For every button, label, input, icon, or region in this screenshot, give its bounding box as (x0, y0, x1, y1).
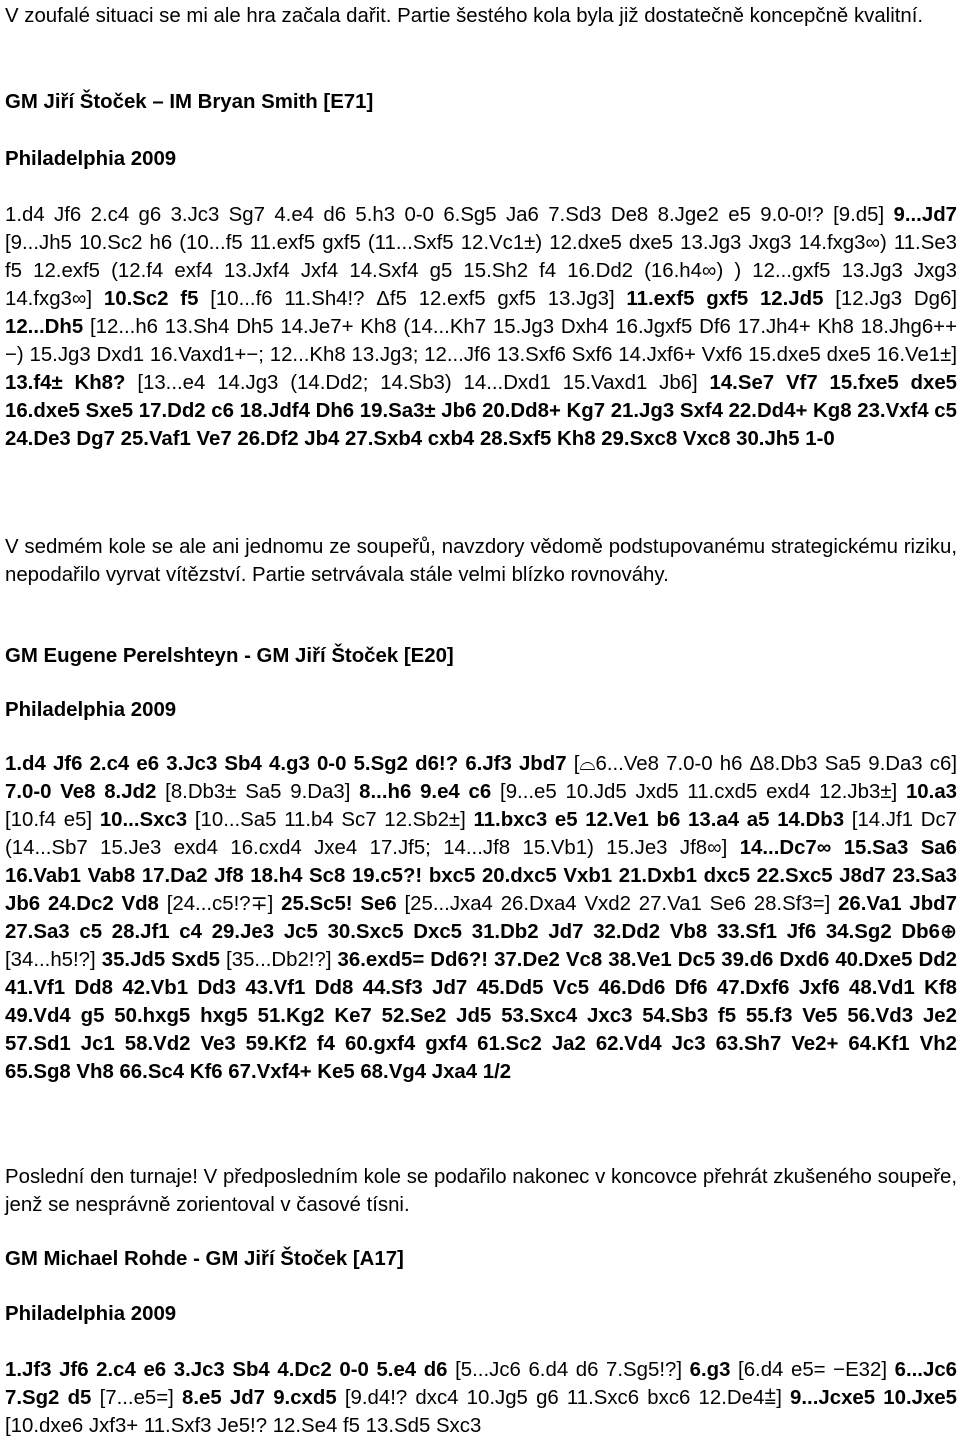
main-line-moves: 26.Va1 Jbd7 27.Sa3 c5 28.Jf1 c4 29.Je3 Jc5 30.Sxc5 Dxc5 31.Db2 Jd7 32.Dd2 Vb8 33.Sf1 Jf6 34.Sg2 Db6⊕ (5, 893, 957, 943)
variation-annotation: [10.dxe6 Jxf3+ 11.Sxf3 Je5!? 12.Se4 f5 13.Sd5 Sxc3 (5, 1415, 482, 1437)
main-line-moves: 25.Sc5! Se6 (281, 893, 397, 915)
game2-moves (5, 750, 957, 1086)
variation-annotation: [9...Jh5 10.Sc2 h6 (10...f5 11.exf5 gxf5 (11...Sxf5 12.Vc1±) 12.dxe5 dxe5 13.Jg3 Jxg3 14.fxg3∞) 11.Se3 f5 12.exf5 (12.f4 exf4 13.Jxf4 Jxf4 14.Sxf4 g5 15.Sh2 f4 16.Dd2 (16.h4∞) ) 12...gxf5 13.Jg3 Jxg3 14.fxg3∞] (5, 232, 957, 310)
main-line-moves: 12...Dh5 (5, 316, 84, 338)
variation-annotation: [12...h6 13.Sh4 Dh5 14.Je7+ Kh8 (14...Kh7 15.Jg3 Dxh4 16.Jgxf5 Df6 17.Jh4+ Kh8 18.Jhg6++−) 15.Jg3 Dxd1 16.Vaxd1+−; 12...Kh8 13.Jg3; 12...Jf6 13.Sxf6 Sxf6 14.Jxf6+ Vxf6 15.dxe5 dxe5 16.Ve1±] (5, 316, 957, 366)
main-line-moves: 9...Jcxe5 10.Jxe5 (790, 1387, 957, 1409)
variation-annotation: [7...e5=] (91, 1387, 183, 1409)
variation-annotation: [10...f6 11.Sh4!? Δf5 12.exf5 gxf5 13.Jg3] (198, 288, 627, 310)
main-line-moves: 10...Sxc3 (99, 809, 188, 831)
main-line-moves: 11.exf5 gxf5 12.Jd5 (626, 288, 824, 310)
game3-event: Philadelphia 2009 (5, 1303, 177, 1325)
main-line-moves: 11.bxc3 e5 12.Ve1 b6 13.a4 a5 14.Db3 (473, 809, 845, 831)
variation-annotation: [5...Jc6 6.d4 d6 7.Sg5!?] (447, 1359, 690, 1381)
main-line-moves: 14.Se7 Vf7 15.fxe5 dxe5 16.dxe5 Sxe5 17.Dd2 c6 18.Jdf4 Dh6 19.Sa3± Jb6 20.Dd8+ Kg7 21.Jg3 Sxf4 22.Dd4+ Kg8 23.Vxf4 c5 24.De3 Dg7 25.Vaf1 Ve7 26.Df2 Jb4 27.Sxb4 cxb4 28.Sxf5 Kh8 29.Sxc8 Vxc8 30.Jh5 1-0 (5, 372, 957, 450)
variation-annotation: [10.f4 e5] (5, 809, 100, 831)
variation-annotation: [24...c5!?∓] (158, 893, 282, 915)
game2-event: Philadelphia 2009 (5, 699, 177, 721)
game3-moves (5, 1356, 957, 1440)
variation-annotation: [10...Sa5 11.b4 Sc7 12.Sb2±] (187, 809, 474, 831)
game1-event: Philadelphia 2009 (5, 148, 177, 170)
variation-annotation: [35...Db2!?] (220, 949, 338, 971)
main-line-moves: 10.a3 (905, 781, 957, 803)
main-line-moves: 1.Jf3 Jf6 2.c4 e6 3.Jc3 Sb4 4.Dc2 0-0 5.e4 d6 (5, 1359, 448, 1381)
paragraph-last-day: Poslední den turnaje! V předposledním kole se podařilo nakonec v koncovce přehrát zkušeného soupeře, jenž se nesprávně zorientoval v časové tísni. (5, 1166, 957, 1216)
variation-annotation: 1.d4 Jf6 2.c4 g6 3.Jc3 Sg7 4.e4 d6 5.h3 0-0 6.Sg5 Ja6 7.Sd3 De8 8.Jge2 e5 9.0-0!? [9.d5] (5, 204, 894, 226)
main-line-moves: 10.Sc2 f5 (103, 288, 199, 310)
variation-annotation: [12.Jg3 Dg6] (823, 288, 957, 310)
game2-title: GM Eugene Perelshteyn - GM Jiří Štoček [E20] (5, 645, 454, 667)
game1-moves (5, 201, 957, 453)
game3-title: GM Michael Rohde - GM Jiří Štoček [A17] (5, 1248, 404, 1270)
variation-annotation: [8.Db3± Sa5 9.Da3] (156, 781, 360, 803)
main-line-moves: 8.e5 Jd7 9.cxd5 (182, 1387, 337, 1409)
game1-title: GM Jiří Štoček – IM Bryan Smith [E71] (5, 91, 374, 113)
intro-paragraph: V zoufalé situaci se mi ale hra začala dařit. Partie šestého kola byla již dostatečně koncepčně kvalitní. (5, 5, 924, 27)
main-line-moves: 6.g3 (689, 1359, 731, 1381)
variation-annotation: [⌓6...Ve8 7.0-0 h6 Δ8.Db3 Sa5 9.Da3 c6] (566, 753, 957, 775)
paragraph-round-seven: V sedmém kole se ale ani jednomu ze soupeřů, navzdory vědomě podstupovanému strategickému riziku, nepodařilo vyrvat vítězství. Partie setrvávala stále velmi blízko rovnováhy. (5, 536, 957, 586)
main-line-moves: 1.d4 Jf6 2.c4 e6 3.Jc3 Sb4 4.g3 0-0 5.Sg2 d6!? 6.Jf3 Jbd7 (5, 753, 567, 775)
main-line-moves: 36.exd5= Dd6?! 37.De2 Vc8 38.Ve1 Dc5 39.d6 Dxd6 40.Dxe5 Dd2 41.Vf1 Dd8 42.Vb1 Dd3 43.Vf1 Dd8 44.Sf3 Jd7 45.Dd5 Vc5 46.Dd6 Df6 47.Dxf6 Jxf6 48.Vd1 Kf8 49.Vd4 g5 50.hxg5 hxg5 51.Kg2 Ke7 52.Se2 Jd5 53.Sxc4 Jxc3 54.Sb3 f5 55.f3 Ve5 56.Vd3 Je2 57.Sd1 Jc1 58.Vd2 Ve3 59.Kf2 f4 60.gxf4 gxf4 61.Sc2 Ja2 62.Vd4 Jc3 63.Sh7 Ve2+ 64.Kf1 Vh2 65.Sg8 Vh8 66.Sc4 Kf6 67.Vxf4+ Ke5 68.Vg4 Jxa4 1/2 (5, 949, 958, 1083)
variation-annotation: [6.d4 e5= −E32] (730, 1359, 895, 1381)
variation-annotation: [34...h5!?] (5, 949, 102, 971)
variation-annotation: [9.d4!? dxc4 10.Jg5 g6 11.Sxc6 bxc6 12.De4⩲] (336, 1387, 791, 1409)
variation-annotation: [25...Jxa4 26.Dxa4 Vxd2 27.Va1 Se6 28.Sf3=] (396, 893, 839, 915)
main-line-moves: 35.Jd5 Sxd5 (101, 949, 221, 971)
main-line-moves: 9...Jd7 (893, 204, 957, 226)
main-line-moves: 8...h6 9.e4 c6 (359, 781, 492, 803)
variation-annotation: [14.Jf1 Dc7 (14...Sb7 15.Je3 exd4 16.cxd4 Jxe4 17.Jf5; 14...Jf8 15.Vb1) 15.Je3 Jf8∞] (5, 809, 957, 859)
main-line-moves: 7.0-0 Ve8 8.Jd2 (5, 781, 157, 803)
main-line-moves: 13.f4± Kh8? (5, 372, 126, 394)
main-line-moves: 6...Jc6 7.Sg2 d5 (5, 1359, 957, 1409)
main-line-moves: 14...Dc7∞ 15.Sa3 Sa6 16.Vab1 Vab8 17.Da2 Jf8 18.h4 Sc8 19.c5?! bxc5 20.dxc5 Vxb1 21.Dxb1 dxc5 22.Sxc5 J8d7 23.Sa3 Jb6 24.Dc2 Vd8 (5, 837, 957, 915)
variation-annotation: [13...e4 14.Jg3 (14.Dd2; 14.Sb3) 14...Dxd1 15.Vaxd1 Jb6] (125, 372, 710, 394)
variation-annotation: [9...e5 10.Jd5 Jxd5 11.cxd5 exd4 12.Jb3±] (491, 781, 906, 803)
